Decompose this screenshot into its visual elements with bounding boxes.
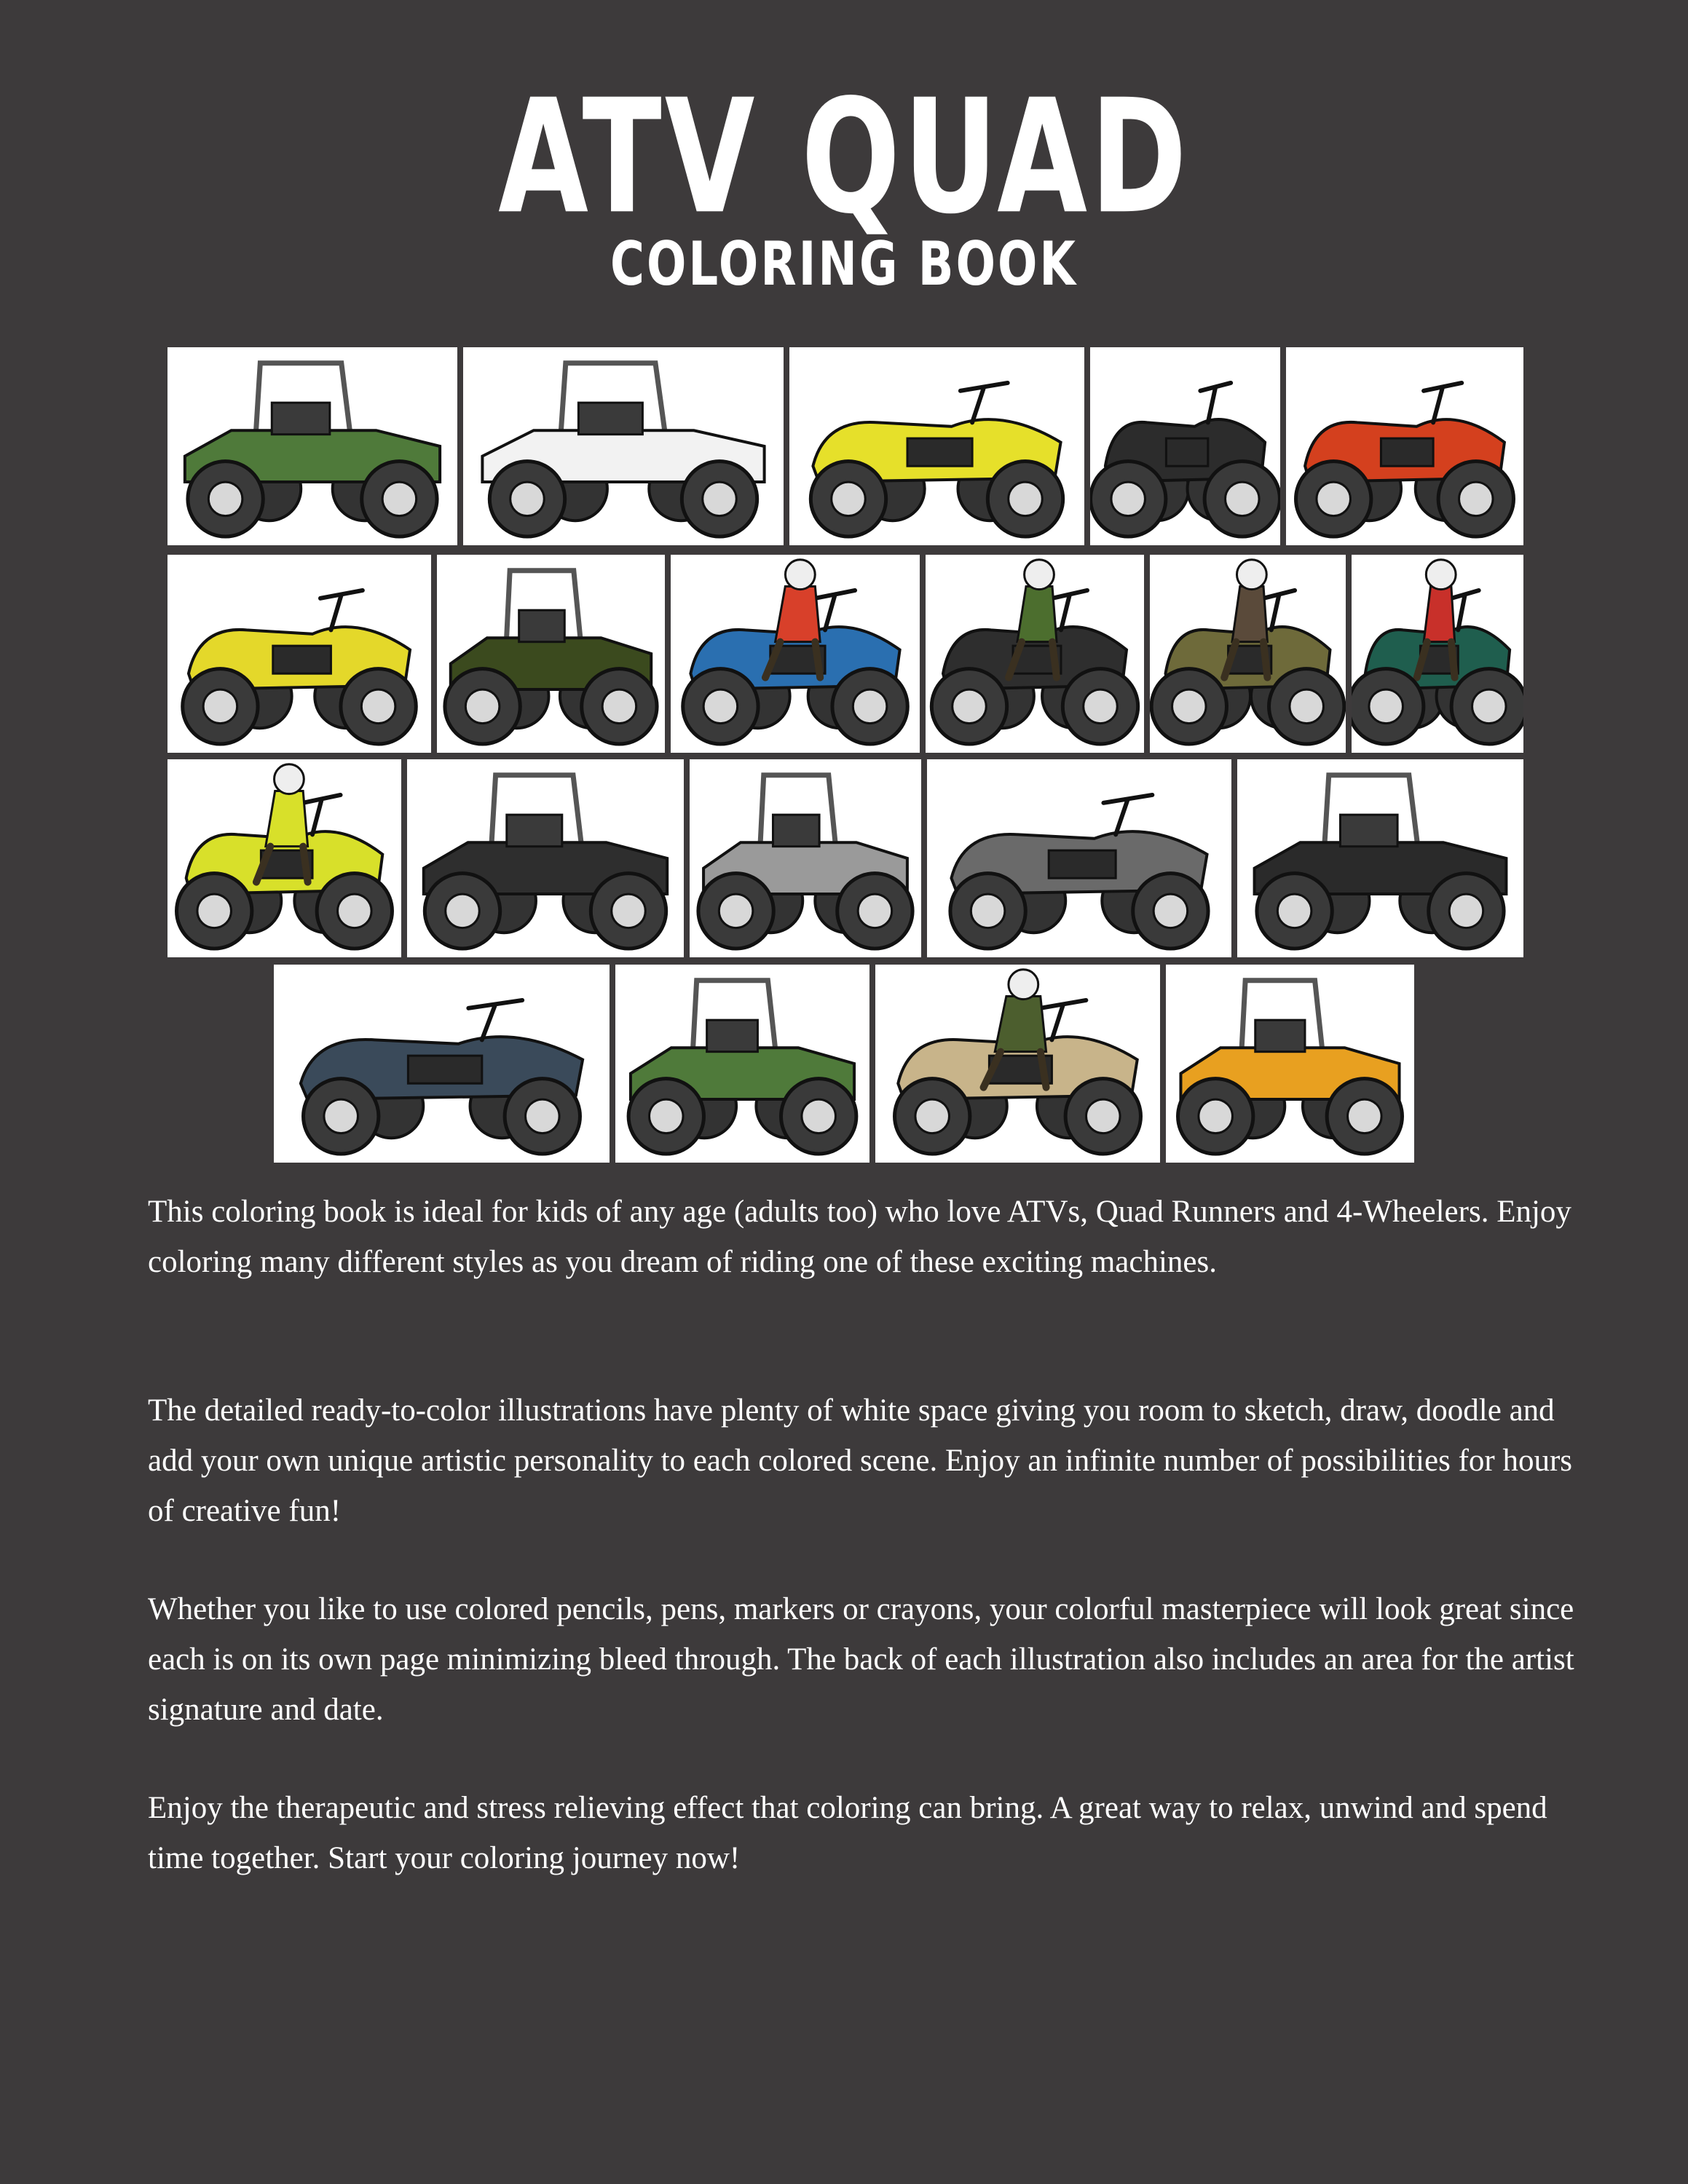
vehicle-illustration bbox=[274, 965, 610, 1163]
handlebars bbox=[1041, 1000, 1086, 1040]
vehicle-illustration bbox=[463, 347, 784, 545]
engine bbox=[1381, 438, 1433, 466]
wheel-hub bbox=[612, 894, 646, 928]
rider-torso bbox=[1424, 587, 1454, 642]
vehicle-illustration bbox=[437, 555, 665, 753]
wheel-hub bbox=[324, 1099, 358, 1133]
illustration-tile bbox=[1237, 759, 1523, 957]
wheel-hub bbox=[1009, 482, 1043, 516]
wheel-hub bbox=[1348, 1099, 1382, 1133]
book-title: ATV QUAD bbox=[498, 65, 1190, 249]
vehicle-illustration bbox=[1286, 347, 1523, 545]
vehicle-illustration bbox=[1352, 555, 1523, 753]
wheel-hub bbox=[208, 482, 242, 516]
seat bbox=[707, 1020, 758, 1052]
vehicle-illustration bbox=[875, 965, 1160, 1163]
engine bbox=[1166, 438, 1207, 466]
wheel-hub bbox=[1290, 689, 1324, 724]
vehicle-illustration bbox=[926, 555, 1144, 753]
handlebars bbox=[1424, 383, 1462, 422]
wheel-hub bbox=[1472, 689, 1507, 724]
illustration-tile bbox=[407, 759, 684, 957]
wheel-hub bbox=[915, 1099, 950, 1133]
wheel-hub bbox=[361, 689, 395, 724]
seat bbox=[1340, 815, 1397, 847]
wheel-hub bbox=[802, 1099, 836, 1133]
handlebars bbox=[961, 383, 1008, 422]
wheel-hub bbox=[971, 894, 1005, 928]
description-paragraph-1: This coloring book is ideal for kids of any age (adults too) who love ATVs, Quad Runners and 4-Wheelers. Enjoy coloring many different styles as you dream of riding one of these exciting machines. bbox=[148, 1195, 1571, 1279]
wheel-hub bbox=[382, 482, 417, 516]
rider-helmet bbox=[1237, 560, 1266, 590]
rider-helmet bbox=[275, 764, 304, 794]
wheel-hub bbox=[338, 894, 372, 928]
illustration-tile bbox=[463, 347, 784, 545]
vehicle-illustration bbox=[167, 347, 457, 545]
illustration-tile bbox=[1166, 965, 1414, 1163]
illustration-tile bbox=[1286, 347, 1523, 545]
vehicle-illustration bbox=[1150, 555, 1346, 753]
wheel-hub bbox=[858, 894, 892, 928]
illustration-tile bbox=[167, 347, 457, 545]
rider-helmet bbox=[1426, 560, 1456, 590]
handlebars bbox=[1451, 590, 1479, 630]
illustration-tile bbox=[437, 555, 665, 753]
wheel-hub bbox=[1172, 689, 1207, 724]
seat bbox=[578, 403, 642, 435]
handlebars bbox=[303, 795, 340, 834]
wheel-hub bbox=[203, 689, 237, 724]
engine bbox=[1049, 850, 1116, 878]
illustration-tile bbox=[274, 965, 610, 1163]
handlebars bbox=[815, 590, 855, 630]
wheel-hub bbox=[719, 894, 753, 928]
illustration-tile bbox=[1352, 555, 1523, 753]
wheel-hub bbox=[1111, 482, 1145, 516]
illustration-tile bbox=[1090, 347, 1280, 545]
handlebars bbox=[1200, 383, 1231, 422]
vehicle-illustration bbox=[1090, 347, 1280, 545]
handlebars bbox=[1052, 590, 1087, 630]
vehicle-illustration bbox=[1166, 965, 1414, 1163]
vehicle-illustration bbox=[690, 759, 921, 957]
wheel-hub bbox=[1086, 1099, 1121, 1133]
rider-helmet bbox=[785, 560, 815, 590]
wheel-hub bbox=[1459, 482, 1494, 516]
wheel-hub bbox=[853, 689, 887, 724]
wheel-hub bbox=[526, 1099, 560, 1133]
illustration-tile bbox=[926, 555, 1144, 753]
illustration-tile bbox=[690, 759, 921, 957]
description-paragraph-4: Enjoy the therapeutic and stress relieving effect that coloring can bring. A great way to relax, unwind and spend time together. Start your coloring journey now! bbox=[148, 1791, 1547, 1875]
illustration-tile bbox=[789, 347, 1084, 545]
wheel-hub bbox=[1449, 894, 1483, 928]
wheel-hub bbox=[1084, 689, 1118, 724]
illustration-tile bbox=[927, 759, 1231, 957]
rider-torso bbox=[1232, 587, 1267, 642]
vehicle-illustration bbox=[789, 347, 1084, 545]
illustration-tile bbox=[875, 965, 1160, 1163]
description-paragraph-3: Whether you like to use colored pencils, pens, markers or crayons, your colorful masterpiece will look great since each is on its own page minimizing bleed through. The back of each illustration also includes an area for the artist signature and date. bbox=[148, 1592, 1574, 1727]
illustration-tile bbox=[615, 965, 869, 1163]
seat bbox=[1255, 1020, 1305, 1052]
wheel-hub bbox=[1277, 894, 1312, 928]
seat bbox=[773, 815, 819, 847]
vehicle-illustration bbox=[167, 759, 401, 957]
seat bbox=[519, 610, 565, 642]
wheel-hub bbox=[1369, 689, 1403, 724]
handlebars bbox=[1103, 795, 1152, 834]
handlebars bbox=[320, 590, 363, 630]
wheel-hub bbox=[1226, 482, 1260, 516]
seat bbox=[272, 403, 330, 435]
engine bbox=[273, 646, 331, 673]
engine bbox=[907, 438, 972, 466]
book-subtitle: COLORING BOOK bbox=[610, 229, 1078, 300]
rider-torso bbox=[266, 791, 308, 847]
engine bbox=[408, 1056, 481, 1083]
seat bbox=[507, 815, 562, 847]
rider-helmet bbox=[1025, 560, 1054, 590]
rider-torso bbox=[995, 997, 1046, 1052]
vehicle-illustration bbox=[671, 555, 920, 753]
wheel-hub bbox=[510, 482, 545, 516]
vehicle-illustration bbox=[1237, 759, 1523, 957]
vehicle-illustration bbox=[407, 759, 684, 957]
vehicle-illustration bbox=[615, 965, 869, 1163]
wheel-hub bbox=[703, 482, 737, 516]
wheel-hub bbox=[953, 689, 987, 724]
wheel-hub bbox=[703, 689, 738, 724]
handlebars bbox=[468, 1000, 522, 1040]
illustration-tile bbox=[1150, 555, 1346, 753]
handlebars bbox=[1263, 590, 1295, 630]
wheel-hub bbox=[1317, 482, 1351, 516]
wheel-hub bbox=[197, 894, 232, 928]
illustration-tile bbox=[167, 555, 431, 753]
wheel-hub bbox=[446, 894, 480, 928]
wheel-hub bbox=[650, 1099, 684, 1133]
wheel-hub bbox=[602, 689, 636, 724]
wheel-hub bbox=[1153, 894, 1188, 928]
rider-torso bbox=[1017, 587, 1057, 642]
wheel-hub bbox=[1199, 1099, 1233, 1133]
description-paragraph-2: The detailed ready-to-color illustrations have plenty of white space giving you room to sketch, draw, doodle and add your own unique artistic personality to each colored scene. Enjoy an infinite number of possibilities for hours of creative fun! bbox=[148, 1393, 1573, 1528]
rider-helmet bbox=[1009, 970, 1038, 1000]
vehicle-illustration bbox=[167, 555, 431, 753]
wheel-hub bbox=[832, 482, 866, 516]
vehicle-illustration bbox=[927, 759, 1231, 957]
wheel-hub bbox=[465, 689, 500, 724]
rider-torso bbox=[776, 587, 821, 642]
illustration-tile bbox=[671, 555, 920, 753]
illustration-tile bbox=[167, 759, 401, 957]
